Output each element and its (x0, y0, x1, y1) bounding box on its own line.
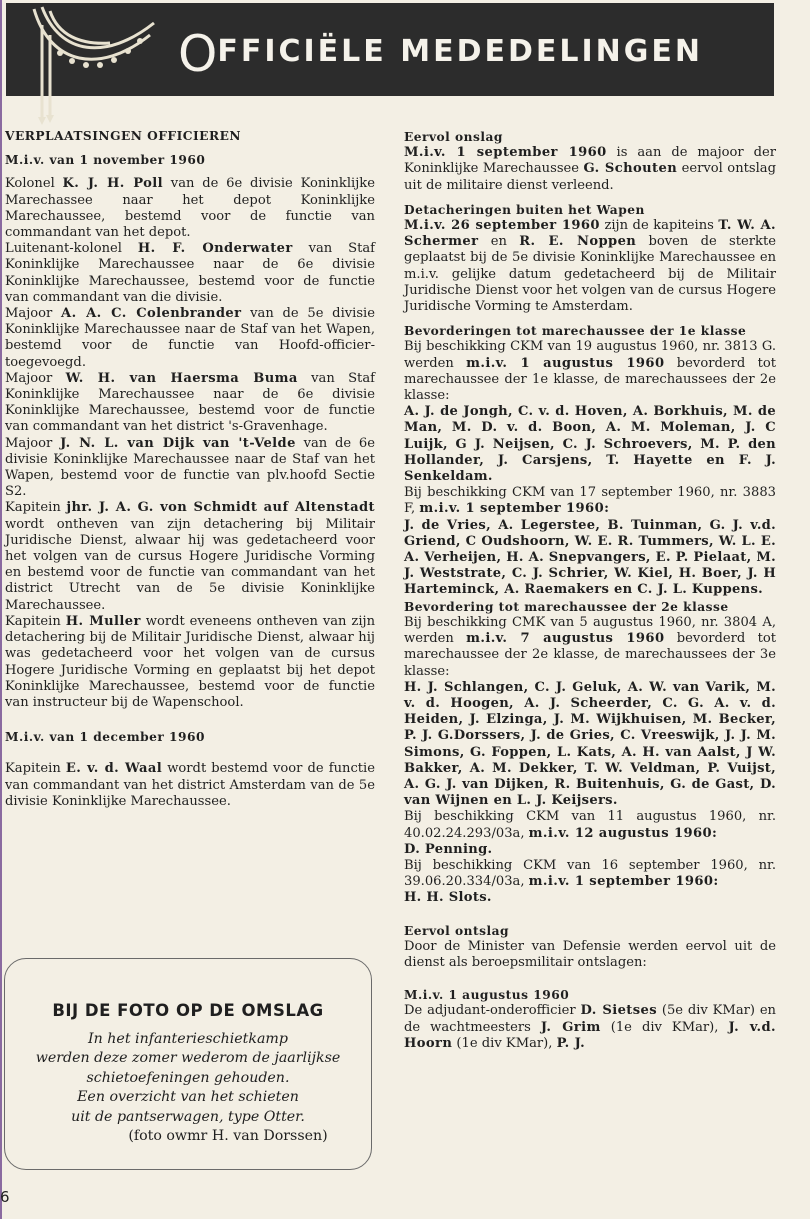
paragraph: Bij beschikking CKM van 11 augustus 1960, nr. 40.02.24.293/03a, m.i.v. 12 augustus 1960: (404, 809, 776, 841)
entry: Luitenant-kolonel H. F. Onderwater van Staf Koninklijke Marechaussee naar de 6e divisie Koninklijke Marechaussee, bestemd voor de functie van commandant van die divisie. (5, 241, 375, 305)
paragraph: De adjudant-onderofficier D. Sietses (5e div KMar) en de wachtmeesters J. Grim (1e div KMar), J. v.d. Hoorn (1e div KMar), P. J. (404, 1003, 776, 1051)
page-edge (0, 0, 2, 1219)
cover-photo-box (4, 958, 372, 1170)
page-number: 6 (0, 1188, 10, 1206)
name-list: J. de Vries, A. Legerstee, B. Tuinman, G. J. v.d. Griend, C Oudshoorn, W. E. R. Tummers, W. L. E. A. Verheijen, H. A. Snepvangers, E. P. Pielaat, M. J. Weststrate, C. J. Schrier, W. Kiel, H. Boer, J. H Harteminck, A. Raemakers en C. J. L. Kuppens. (404, 517, 776, 598)
aiguillette-emblem-icon (20, 5, 160, 125)
entry: Kolonel K. J. H. Poll van de 6e divisie Koninklijke Marechassee naar het depot Koninklijke Marechaussee, bestemd voor de functie van commandant van het depot. (5, 176, 375, 241)
entry: Kapitein H. Muller wordt eveneens ontheven van zijn detachering bij de Militair Juridische Dienst, alwaar hij was gedetacheerd voor het volgen van de cursus Hogere Juridische Vorming en geplaatst bij het depot Koninklijke Marechaussee, bestemd voor de functie van instructeur bij de Wapenschool. (5, 613, 376, 710)
section-heading: Detacheringen buiten het Wapen (404, 202, 645, 217)
name-list: H. H. Slots. (404, 890, 492, 906)
entry: Majoor A. A. C. Colenbrander van de 5e divisie Koninklijke Marechaussee naar de Staf van het Wapen, bestemd voor de functie van Hoofd-officier-toegevoegd. (5, 306, 375, 370)
section-heading: Eervol ontslag (404, 923, 510, 938)
paragraph: M.i.v. 1 september 1960 is aan de majoor der Koninklijke Marechaussee G. Schouten eervol ontslag uit de militaire dienst verleend. (404, 145, 777, 193)
entry: Kapitein E. v. d. Waal wordt bestemd voor de functie van commandant van het district Amsterdam van de 5e divisie Koninklijke Marechaussee. (5, 761, 375, 809)
section-heading: VERPLAATSINGEN OFFICIEREN (5, 129, 242, 143)
paragraph: Bij beschikking CKM van 17 september 1960, nr. 3883 F, m.i.v. 1 september 1960: (404, 485, 776, 517)
date-heading: M.i.v. van 1 november 1960 (5, 153, 206, 168)
name-list: H. J. Schlangen, C. J. Geluk, A. W. van Varik, M. v. d. Hoogen, A. J. Scheerder, C. G. A. v. d. Heiden, J. Elzinga, J. M. Wijkhuisen, M. Becker, P. J. G.Dorssers, J. de Gries, C. Vreeswijk, J. J. M. Simons, G. Foppen, L. Kats, A. H. van Aalst, J W. Bakker, A. M. Dekker, T. W. Veldman, P. Vuijst, A. G. J. van Dijken, R. Buitenhuis, G. de Gast, D. van Wijnen en L. J. Keijsers. (404, 679, 776, 809)
right-column (404, 129, 776, 1052)
section-heading: Bevordering tot marechaussee der 2e klasse (404, 599, 729, 614)
date-heading: M.i.v. van 1 december 1960 (5, 730, 205, 745)
entry: Kapitein jhr. J. A. G. von Schmidt auf Altenstadt wordt ontheven van zijn detachering bij Militair Juridische Dienst, alwaar hij was gedetacheerd voor het volgen van de cursus Hogere Juridische Vorming en bestemd voor de functie van commandant van het district Utrecht van de 5e divisie Koninklijke Marechaussee. (5, 500, 375, 613)
cover-photo-caption: In het infanterieschietkamp werden deze zomer wederom de jaarlijkse schietoefeningen gehouden. Een overzicht van het schieten uit de pantserwagen, type Otter. (35, 1031, 341, 1125)
paragraph: Bij beschikking CMK van 5 augustus 1960, nr. 3804 A, werden m.i.v. 7 augustus 1960 bevorderd tot marechaussee der 2e klasse, de marechaussees der 3e klasse: (404, 614, 776, 679)
section-heading: Eervol onslag (404, 130, 503, 144)
entry: Majoor W. H. van Haersma Buma van Staf Koninklijke Marechaussee naar de 6e divisie Koninklijke Marechaussee, bestemd voor de functie van commandant van het district 's-Gravenhage. (5, 370, 375, 435)
name-list: A. J. de Jongh, C. v. d. Hoven, A. Borkhuis, M. de Man, M. D. v. d. Boon, A. M. Moleman, J. C Luijk, G J. Neijsen, C. J. Schroevers, M. P. den Hollander, J. Carsjens, T. Hayette en F. J. Senkeldam. (404, 404, 776, 485)
paragraph: Door de Minister van Defensie werden eervol uit de dienst als beroepsmilitair ontslagen: (404, 938, 776, 970)
header-banner (6, 3, 774, 96)
left-column (5, 128, 375, 810)
photo-credit: (foto owmr H. van Dorssen) (128, 1128, 328, 1145)
date-heading: M.i.v. 1 augustus 1960 (404, 988, 570, 1003)
section-heading: Bevorderingen tot marechaussee der 1e klasse (404, 324, 747, 339)
paragraph: Bij beschikking CKM van 16 september 1960, nr. 39.06.20.334/03a, m.i.v. 1 september 1960: (404, 857, 776, 890)
cover-photo-title: BIJ DE FOTO OP DE OMSLAG (52, 1001, 324, 1020)
entry: Majoor J. N. L. van Dijk van 't-Velde van de 6e divisie Koninklijke Marechaussee naar de Staf van het Wapen, bestemd voor de functie van plv.hoofd Sectie S2. (5, 435, 375, 500)
page-title: OFFICIËLE MEDEDELINGEN (178, 25, 703, 83)
name-list: D. Penning. (404, 841, 493, 857)
paragraph: Bij beschikking CKM van 19 augustus 1960, nr. 3813 G. werden m.i.v. 1 augustus 1960 bevorderd tot marechaussee der 1e klasse, de marechaussees der 2e klasse: (404, 339, 776, 404)
paragraph: M.i.v. 26 september 1960 zijn de kapiteins T. W. A. Schermer en R. E. Noppen boven de sterkte geplaatst bij de 5e divisie Koninklijke Marechaussee en m.i.v. gelijke datum gedetacheerd bij de Militair Juridische Dienst voor het volgen van de cursus Hogere Juridische Vorming te Amsterdam. (404, 218, 776, 315)
